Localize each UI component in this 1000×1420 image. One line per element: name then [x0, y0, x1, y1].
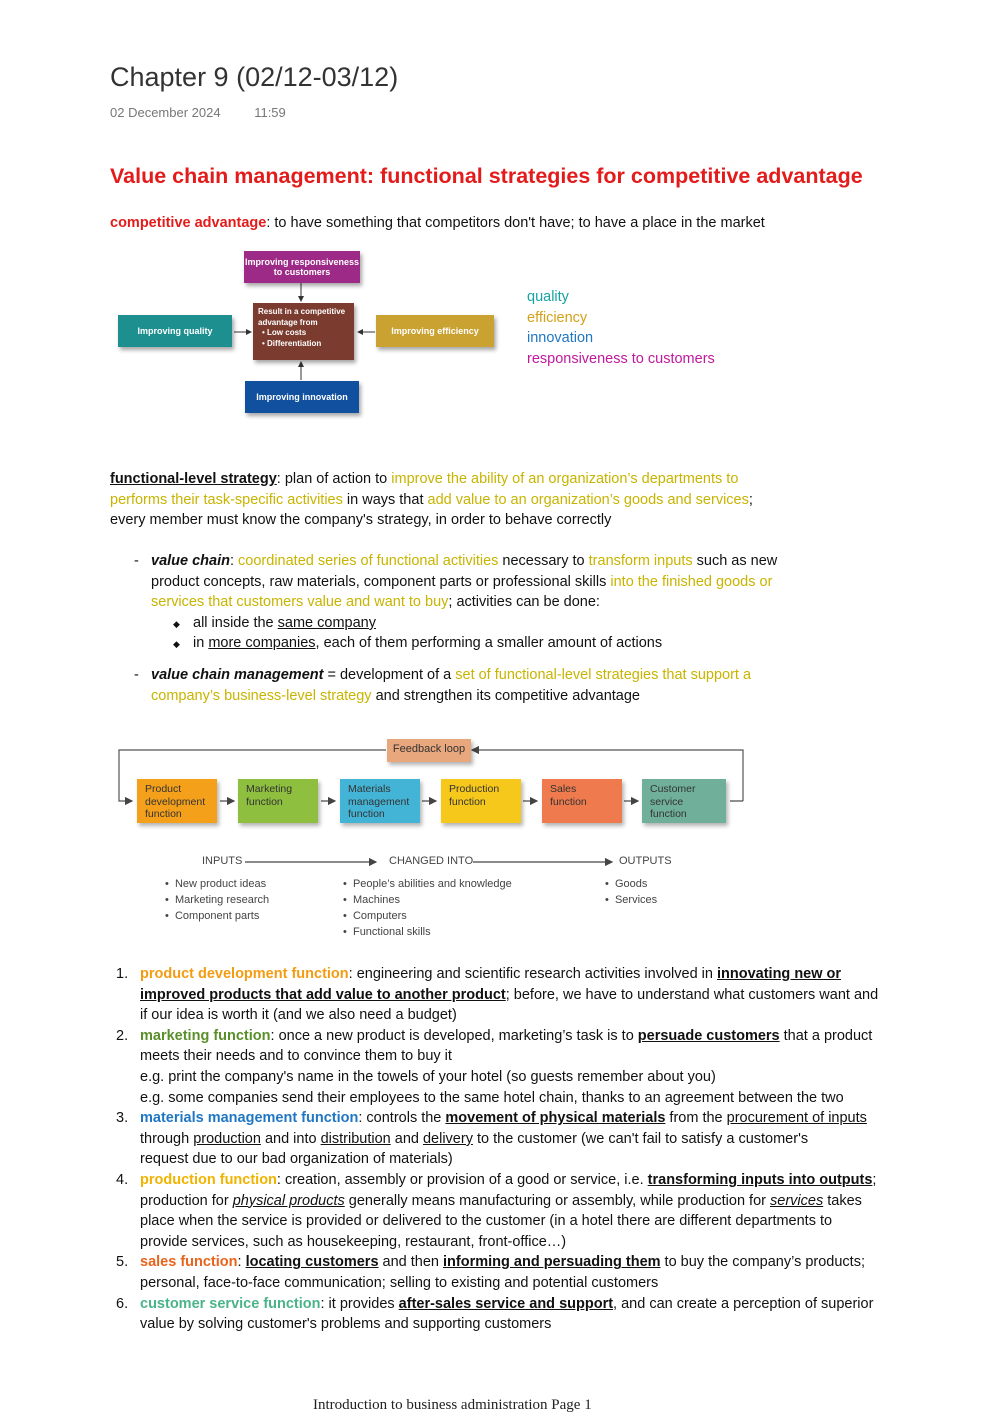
competitive-advantage-definition: : to have something that competitors don't have; to have a place in the market — [266, 215, 765, 231]
page-title: Chapter 9 (02/12-03/12) — [110, 62, 399, 92]
changed-list — [343, 876, 512, 940]
dash-bullet: - — [134, 667, 139, 683]
dimension-legend — [527, 287, 715, 369]
competitive-advantage-line — [110, 213, 765, 234]
vc-box-product-development: Product development function — [137, 779, 217, 823]
list-item: • Machines — [343, 894, 401, 906]
vc-box-customer-service: Customer service function — [642, 779, 726, 823]
list-item: • Marketing research — [165, 894, 270, 906]
function-name: sales function — [140, 1254, 238, 1271]
legend-responsiveness: responsiveness to customers — [527, 350, 715, 367]
box-responsiveness: Improving responsiveness to customers — [244, 251, 360, 283]
function-item-sales: 5. sales function: locating customers and then informing and persuading them to buy the company’s products; personal, face-to-face communication; selling to existing and potential customers — [116, 1254, 865, 1291]
box-competitive-advantage — [253, 303, 354, 360]
value-chain-item: - value chain: coordinated series of functional activities necessary to transform inputs such as new product concepts, raw materials, component parts or professional skills into the finished goods or services that customers value and want to buy; activities can be done: ◆ all inside the same company ◆ in more companies, each of them performing a smaller amount of actions — [151, 551, 871, 654]
function-name: materials management function — [140, 1110, 359, 1127]
function-name: marketing function — [140, 1027, 271, 1044]
label-changed-into: CHANGED INTO — [389, 855, 474, 867]
function-item-marketing: 2. marketing function: once a new product is developed, marketing’s task is to persuade customers that a product meets their needs and to convince them to buy it e.g. print the company's name in the towels of your hotel (so guests remember about you) e.g. some companies send their employees to the same hotel chain, thanks to an agreement between the two — [116, 1027, 873, 1106]
center-bullet: • Differentiation — [262, 338, 322, 348]
function-name: product development function — [140, 966, 349, 982]
section-title: Value chain management: functional strategies for competitive advantage — [110, 164, 863, 188]
label-outputs: OUTPUTS — [619, 855, 672, 867]
competitive-advantage-diagram — [110, 245, 510, 425]
function-name: customer service function — [140, 1295, 321, 1312]
vc-box-sales: Sales function — [542, 779, 622, 823]
function-item-production: 4. production function: creation, assembly or provision of a good or service, i.e. transforming inputs into outputs; production for physical products generally means manufacturing or assembly, while production for services takes place when the service is provided or delivered to the customer (in a hotel there are different departments to provide services, such as housekeeping, restaurant, front-office…) — [116, 1171, 877, 1250]
value-chain-management-item: - value chain management = development of a set of functional-level strategies that support a company’s business-level strategy and strengthen its competitive advantage — [134, 667, 752, 704]
center-bullet: • Low costs — [262, 328, 307, 337]
legend-quality: quality — [527, 289, 569, 305]
legend-innovation: innovation — [527, 330, 594, 347]
label-inputs: INPUTS — [202, 855, 243, 867]
list-item: • Component parts — [165, 910, 260, 922]
box-innovation: Improving innovation — [245, 381, 359, 413]
functional-strategy-paragraph: functional-level strategy: plan of action to improve the ability of an organization’s departments to performs their task-specific activities in ways that add value to an organization’s goods and services; every member must know the company's strategy, in order to behave correctly — [110, 471, 753, 529]
sub-item-same-company: ◆ all inside the same company — [173, 614, 376, 631]
legend-efficiency: efficiency — [527, 309, 588, 326]
inputs-list — [165, 876, 269, 924]
feedback-loop-box: Feedback loop — [387, 739, 471, 762]
center-title: Result in a competitive advantage from — [258, 307, 346, 327]
vc-box-marketing: Marketing function — [238, 779, 318, 823]
box-quality: Improving quality — [118, 315, 232, 347]
competitive-advantage-term: competitive advantage — [110, 215, 267, 231]
list-item: • Goods — [605, 878, 648, 890]
function-item-materials-management: 3. materials management function: controls the movement of physical materials from the procurement of inputs through production and into distribution and delivery to the customer (we can't fail to satisfy a customer's request due to our bad organization of materials) — [116, 1110, 867, 1168]
functions-list — [116, 964, 930, 1335]
page-footer: Introduction to business administration Page 1 — [313, 1397, 592, 1413]
page-date: 02 December 2024 — [110, 105, 221, 120]
vc-box-production: Production function — [441, 779, 521, 823]
function-item-customer-service: 6. customer service function: it provides after-sales service and support, and can create a perception of superior value by solving customer's problems and supporting customers — [116, 1295, 874, 1333]
list-item: • New product ideas — [165, 878, 267, 890]
dash-bullet: - — [134, 553, 139, 569]
outputs-list — [605, 876, 657, 908]
function-item-product-development: 1. product development function: engineering and scientific research activities involved in innovating new or improved products that add value to another product; before, we have to understand what customers want and if our idea is worth it (and we also need a budget) — [116, 966, 879, 1024]
box-efficiency: Improving efficiency — [376, 315, 494, 347]
function-name: production function — [140, 1171, 277, 1188]
vcm-term: value chain management — [151, 667, 324, 683]
sub-item-more-companies: ◆ in more companies, each of them performing a smaller amount of actions — [173, 635, 663, 652]
list-item: • Computers — [343, 910, 407, 922]
vc-box-materials-management: Materials management function — [340, 779, 420, 823]
list-item: • Functional skills — [343, 926, 431, 938]
value-chain-diagram — [110, 735, 760, 945]
page-meta — [110, 105, 316, 120]
list-item: • Services — [605, 894, 658, 906]
functional-strategy-term: functional-level strategy — [110, 471, 277, 487]
value-chain-term: value chain — [151, 553, 230, 569]
page-time: 11:59 — [254, 105, 286, 120]
list-item: • People’s abilities and knowledge — [343, 878, 512, 890]
